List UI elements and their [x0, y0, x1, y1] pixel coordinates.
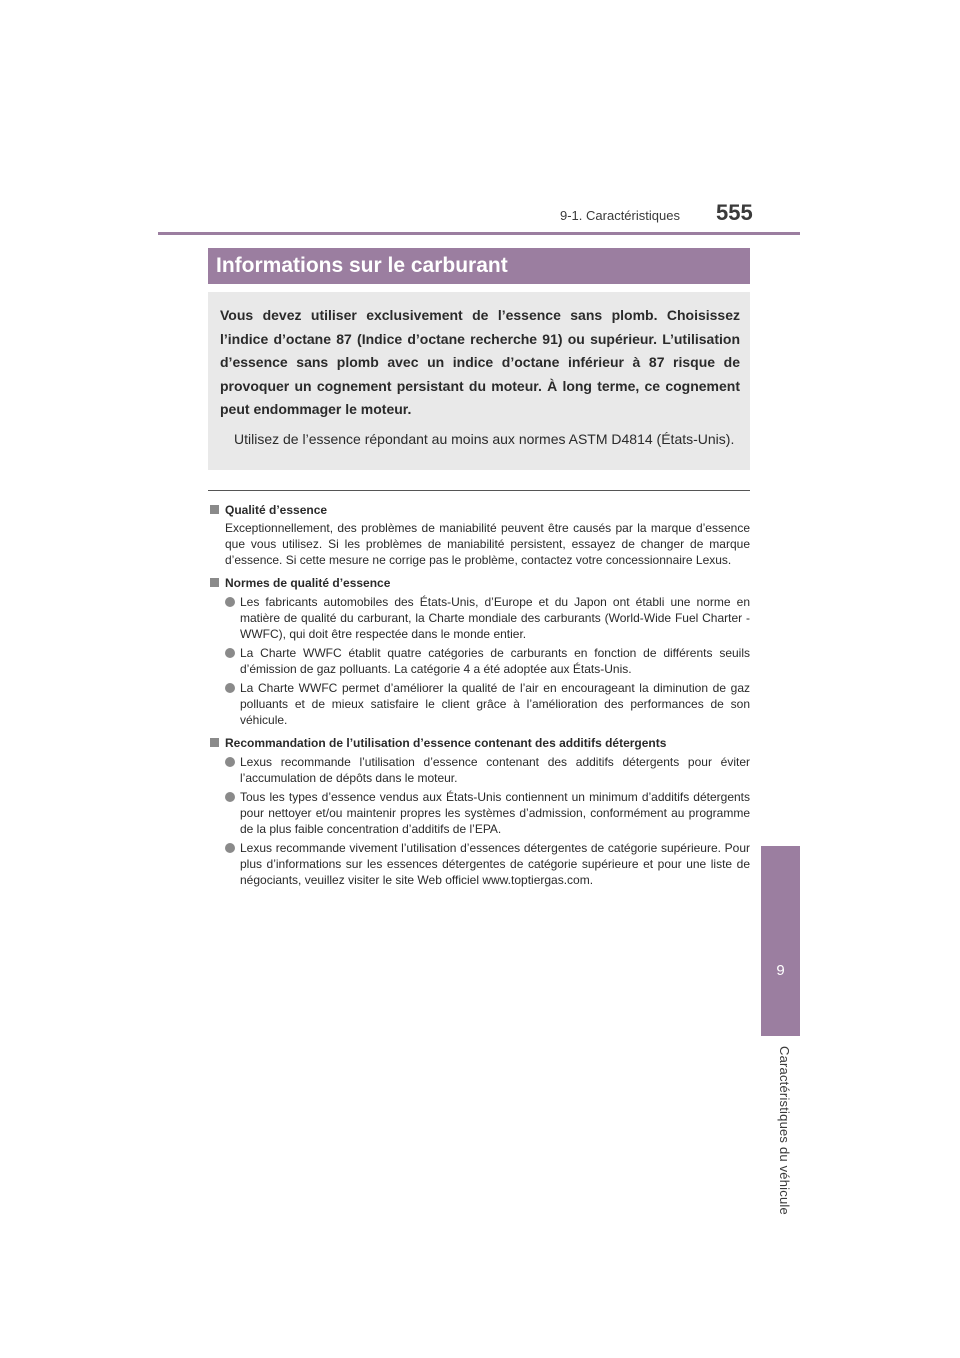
- list-item: [225, 680, 750, 728]
- intro-normal-text: Utilisez de l’essence répondant au moins aux normes ASTM D4814 (États-Unis).: [234, 430, 735, 447]
- list-item-text: Lexus recommande l’utilisation d’essence contenant des additifs détergents pour éviter l’accumulation de dépôts dans le moteur.: [240, 755, 750, 785]
- list-item-text: Lexus recommande vivement l’utilisation d’essences détergentes de catégorie supérieure. Pour plus d’informations sur les essences détergentes de catégorie supérieure et pour une liste de négociants, veuillez visiter le site Web officiel www.toptiergas.com.: [240, 841, 750, 887]
- list-item-text: La Charte WWFC établit quatre catégories de carburants en fonction de différents seuils d’émission de gaz polluants. La catégorie 4 a été adoptée aux États-Unis.: [240, 646, 750, 676]
- chapter-title: Caractéristiques du véhicule: [777, 1046, 792, 1215]
- chapter-number: 9: [776, 962, 785, 979]
- list-item: [225, 789, 750, 837]
- header-rule: [158, 232, 800, 235]
- section-label: 9-1. Caractéristiques: [560, 208, 680, 223]
- round-bullet-icon: [225, 843, 235, 853]
- section-heading: Recommandation de l’utilisation d’essence contenant des additifs détergents: [225, 736, 667, 750]
- round-bullet-icon: [225, 648, 235, 658]
- square-bullet-icon: [210, 578, 219, 587]
- section-detergent-additives: [210, 735, 750, 888]
- page-number: 555: [716, 200, 753, 225]
- list-item: [225, 754, 750, 786]
- section-heading: Normes de qualité d’essence: [225, 576, 391, 590]
- list-item-text: Tous les types d’essence vendus aux États-Unis contiennent un minimum d’additifs détergents pour nettoyer et/ou maintenir propres les systèmes d’admission, conformément au programme de la plus faible concentration d’additifs de l’EPA.: [240, 790, 750, 836]
- section-fuel-quality: [210, 502, 750, 568]
- list-item: [225, 840, 750, 888]
- round-bullet-icon: [225, 792, 235, 802]
- page-title: Informations sur le carburant: [208, 248, 750, 284]
- intro-box: [208, 292, 750, 470]
- intro-bold-text: Vous devez utiliser exclusivement de l’essence sans plomb. Choisissez l’indice d’octane 87 (Indice d’octane recherche 91) ou supérieur. L’utilisation d’essence sans plomb avec un indice d’octane inférieur à 87 risque de provoquer un cognement persistant du moteur. À long terme, ce cognement peut endommager le moteur.: [220, 307, 740, 417]
- list-item: [225, 645, 750, 677]
- list-item-text: Les fabricants automobiles des États-Unis, d’Europe et du Japon ont établi une norme en matière de qualité du carburant, la Charte mondiale des carburants (World-Wide Fuel Charter - WWFC), qui doit être respectée dans le monde entier.: [240, 595, 750, 641]
- section-divider: [208, 490, 750, 491]
- section-heading: Qualité d’essence: [225, 503, 328, 517]
- section-paragraph: Exceptionnellement, des problèmes de maniabilité peuvent être causés par la marque d’essence que vous utilisez. Si les problèmes de maniabilité persistent, essayez de changer de marque d’essence. Si cette mesure ne corrige pas le problème, contactez votre concessionnaire Lexus.: [225, 521, 750, 567]
- square-bullet-icon: [210, 505, 219, 514]
- square-bullet-icon: [210, 738, 219, 747]
- round-bullet-icon: [225, 757, 235, 767]
- list-item: [225, 594, 750, 642]
- round-bullet-icon: [225, 683, 235, 693]
- section-quality-standards: [210, 575, 750, 728]
- content-area: [210, 502, 750, 895]
- round-bullet-icon: [225, 597, 235, 607]
- list-item-text: La Charte WWFC permet d’améliorer la qualité de l’air en encourageant la diminution de gaz polluants et de mieux satisfaire le client grâce à l’amélioration des performances de son véhicule.: [240, 681, 750, 727]
- chapter-tab: [761, 846, 800, 1036]
